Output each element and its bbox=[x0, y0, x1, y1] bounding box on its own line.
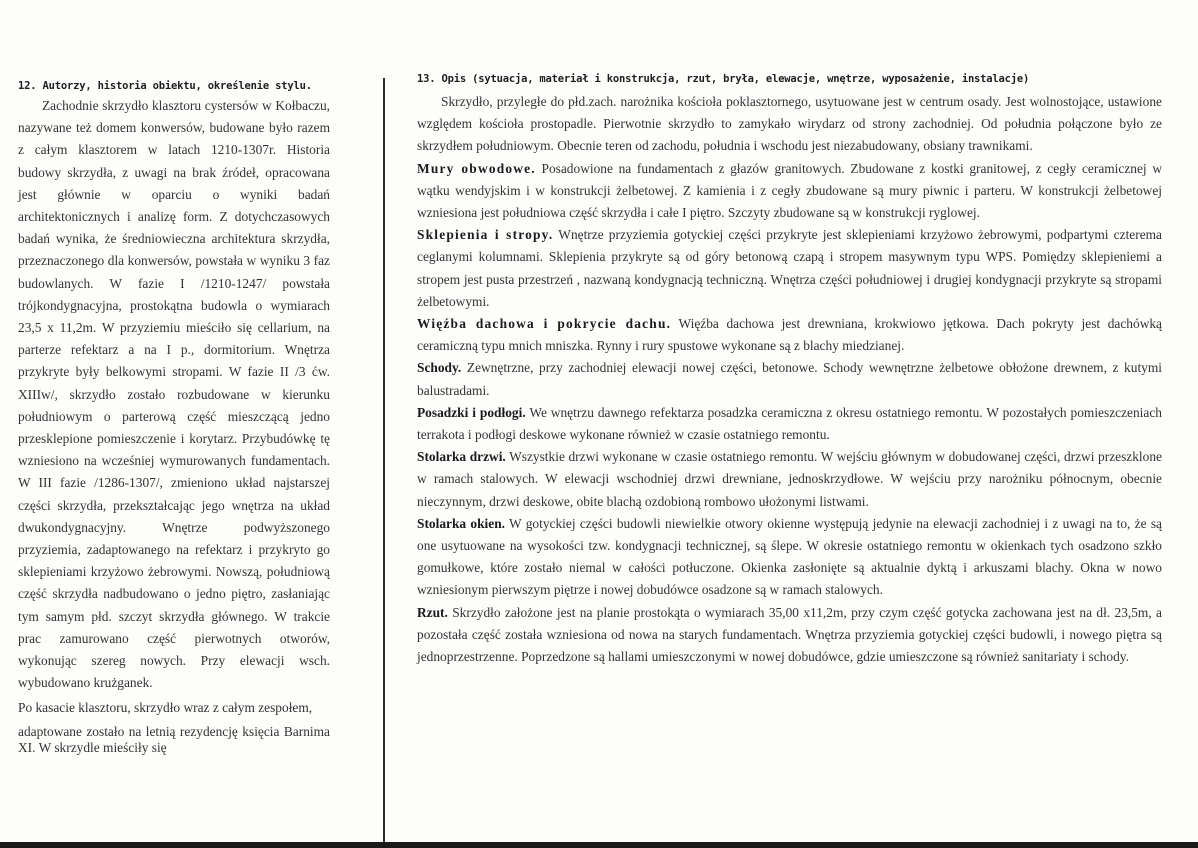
left-column-history bbox=[18, 80, 330, 756]
section-text: Wszystkie drzwi wykonane w czasie ostatniego remontu. W wejściu głównym w dobudowanej części, drzwi przeszklone w ramach stalowych. W elewacji wschodniej drzwi drewniane, jednoskrzydłowe. W wejściu przy narożniku północnym, obecnie nieczynnym, drzwi deskowe, obite blachą ozdobioną rombowo ułożonymi listwami. bbox=[417, 449, 1162, 509]
section-title: Stolarka drzwi. bbox=[417, 449, 506, 465]
section-title: Stolarka okien. bbox=[417, 515, 505, 531]
section-text: Skrzydło założone jest na planie prostokąta o wymiarach 35,00 x11,2m, przy czym część gotycka zachowana jest na dł. 23,5m, a pozostała część została wzniesiona od nowa na starych fundamentach. Wnętrza przyziemia gotyckiej części budowli, i nowego piętra są jednoprzestrzenne. Poprzedzone są hallami umieszczonymi w nowej dobudówce, gdzie umieszczone są również sanitariaty i schody. bbox=[417, 604, 1162, 665]
description-intro: Skrzydło, przyległe do płd.zach. narożnika kościoła poklasztornego, usytuowane jest w centrum osady. Jest wolnostojące, ustawione względem kościoła prostopadle. Pierwotnie skrzydło to zamykało wirydarz od strony zachodniej. Od południa połączone było ze skrzydłem południowym. Obecnie teren od zachodu, południa i wschodu jest niezabudowany, obsiany trawnikami. bbox=[417, 94, 1162, 154]
section-plan bbox=[417, 602, 1162, 669]
right-column-description bbox=[417, 73, 1162, 668]
section-roof bbox=[417, 313, 1162, 357]
section-title: Posadzki i podłogi. bbox=[417, 404, 526, 420]
section-stairs bbox=[417, 357, 1162, 401]
section-text: We wnętrzu dawnego refektarza posadzka ceramiczna z okresu ostatniego remontu. W pozostałych pomieszczeniach terrakota i podłogi deskowe wykonane również w czasie ostatniego remontu. bbox=[417, 404, 1162, 443]
section-doors bbox=[417, 446, 1162, 513]
section-vaults bbox=[417, 224, 1162, 313]
column-divider bbox=[383, 78, 385, 848]
section-text: Więźba dachowa jest drewniana, krokwiowo jętkowa. Dach pokryty jest dachówką ceramiczną typu mnich mniszka. Rynny i rury spustowe wykonane są z blachy miedzianej. bbox=[417, 316, 1162, 354]
section-floors bbox=[417, 402, 1162, 446]
section-12-heading: 12. Autorzy, historia obiektu, określenie stylu. bbox=[18, 80, 312, 92]
section-title: Mury obwodowe. bbox=[417, 160, 536, 176]
section-windows bbox=[417, 513, 1162, 602]
section-text: Wnętrze przyziemia gotyckiej części przykryte jest sklepieniami krzyżowo żebrowymi, podpartymi czterema ceglanymi kolumnami. Sklepienia przykryte są od góry betonową czapą i stropem masywnym typu WPS. Pomiędzy sklepieniemi a stropem jest pusta przestrzeń , nazwaną kondygnacją techniczną. Wnętrza części południowej i drugiej kondygnacji przykryte są stropami żelbetowymi. bbox=[417, 227, 1162, 309]
section-text: Posadowione na fundamentach z głazów granitowych. Zbudowane z kostki granitowej, z cegły ceramicznej w wątku wendyjskim i w konstrukcji żelbetowej. Z kamienia i z cegły zbudowane są mury piwnic i parteru. W konstrukcji żelbetowej wzniesiona jest południowa część skrzydła i całe I piętro. Szczyty zbudowane są w konstrukcji ryglowej. bbox=[417, 160, 1162, 221]
section-title: Sklepienia i stropy. bbox=[417, 227, 554, 243]
section-text: W gotyckiej części budowli niewielkie otwory okienne występują jedynie na elewacji zachodniej i z uwagi na to, że są one usytuowane na wysokości tzw. kondygnacji technicznej, są ślepe. W okresie ostatniego remontu w okienkach tych osadzono szkło gomułkowe, które zostało niemal w całości potłuczone. Okienka zasłonięte są aktualnie dyktą i arkuszami blachy. Okna w nowo wzniesionym pierwszym piętrze i nowej dobudówce osadzone są w ramach stalowych. bbox=[417, 515, 1162, 598]
section-walls bbox=[417, 158, 1162, 225]
section-13-heading: 13. Opis (sytuacja, materiał i konstrukcja, rzut, bryła, elewacje, wnętrze, wyposażenie, instalacje) bbox=[417, 73, 1030, 85]
history-paragraph: Zachodnie skrzydło klasztoru cystersów w Kołbaczu, nazywane też domem konwersów, budowane było razem z całym klasztorem w latach 1210-1307r. Historia budowy skrzydła, z uwagi na brak źródeł, opracowana jest głównie w oparciu o wyniki badań architektonicznych i analizę form. Z dotychczasowych badań wynika, że średniowieczna architektura skrzydła, przeznaczonego dla konwersów, powstała w wyniku 3 faz budowlanych. W fazie I /1210-1247/ powstała trójkondygnacyjna, prostokątna budowla o wymiarach 23,5 x 11,2m. W przyziemiu mieściło się cellarium, na parterze refektarz a na I p., dormitorium. Wnętrza przykryte były belkowymi stropami. W fazie II /3 ćw. XIIIw/, skrzydło zostało rozbudowane w kierunku południowym o parterową część mieszczącą jedno przesklepione pomieszczenie i korytarz. Przybudówkę tę wzniesiono na wcześniej wymurowanych fundamentach. W III fazie /1286-1307/, zmieniono układ najstarszej części skrzydła, przekształcając jego wnętrza na układ dwukondygnacyjny. Wnętrze podwyższonego przyziemia, zadaptowanego na refektarz i przykryto go sklepieniami krzyżowo żebrowymi. Nowszą, południową część skrzydła nadbudowano o jedno piętro, zasłaniając tym samym płd. szczyt skrzydła głównego. W trakcie prac zamurowano część pierwotnych otworów, wykonując szereg nowych. Przy elewacji wsch. wybudowano krużganek. bbox=[18, 98, 330, 691]
history-paragraph-cut-off: adaptowane zostało na letnią rezydencję księcia Barnima XI. W skrzydle mieściły się bbox=[18, 723, 330, 755]
section-title: Schody. bbox=[417, 360, 462, 376]
section-title: Rzut. bbox=[417, 604, 448, 620]
section-title: Więźba dachowa i pokrycie dachu. bbox=[417, 316, 672, 332]
section-text: Zewnętrzne, przy zachodniej elewacji nowej części, betonowe. Schody wewnętrzne żelbetowe obłożone drewnem, z kutymi balustradami. bbox=[417, 360, 1162, 398]
scan-bottom-edge bbox=[0, 842, 1198, 848]
history-paragraph-continuation: Po kasacie klasztoru, skrzydło wraz z całym zespołem, bbox=[18, 700, 313, 716]
